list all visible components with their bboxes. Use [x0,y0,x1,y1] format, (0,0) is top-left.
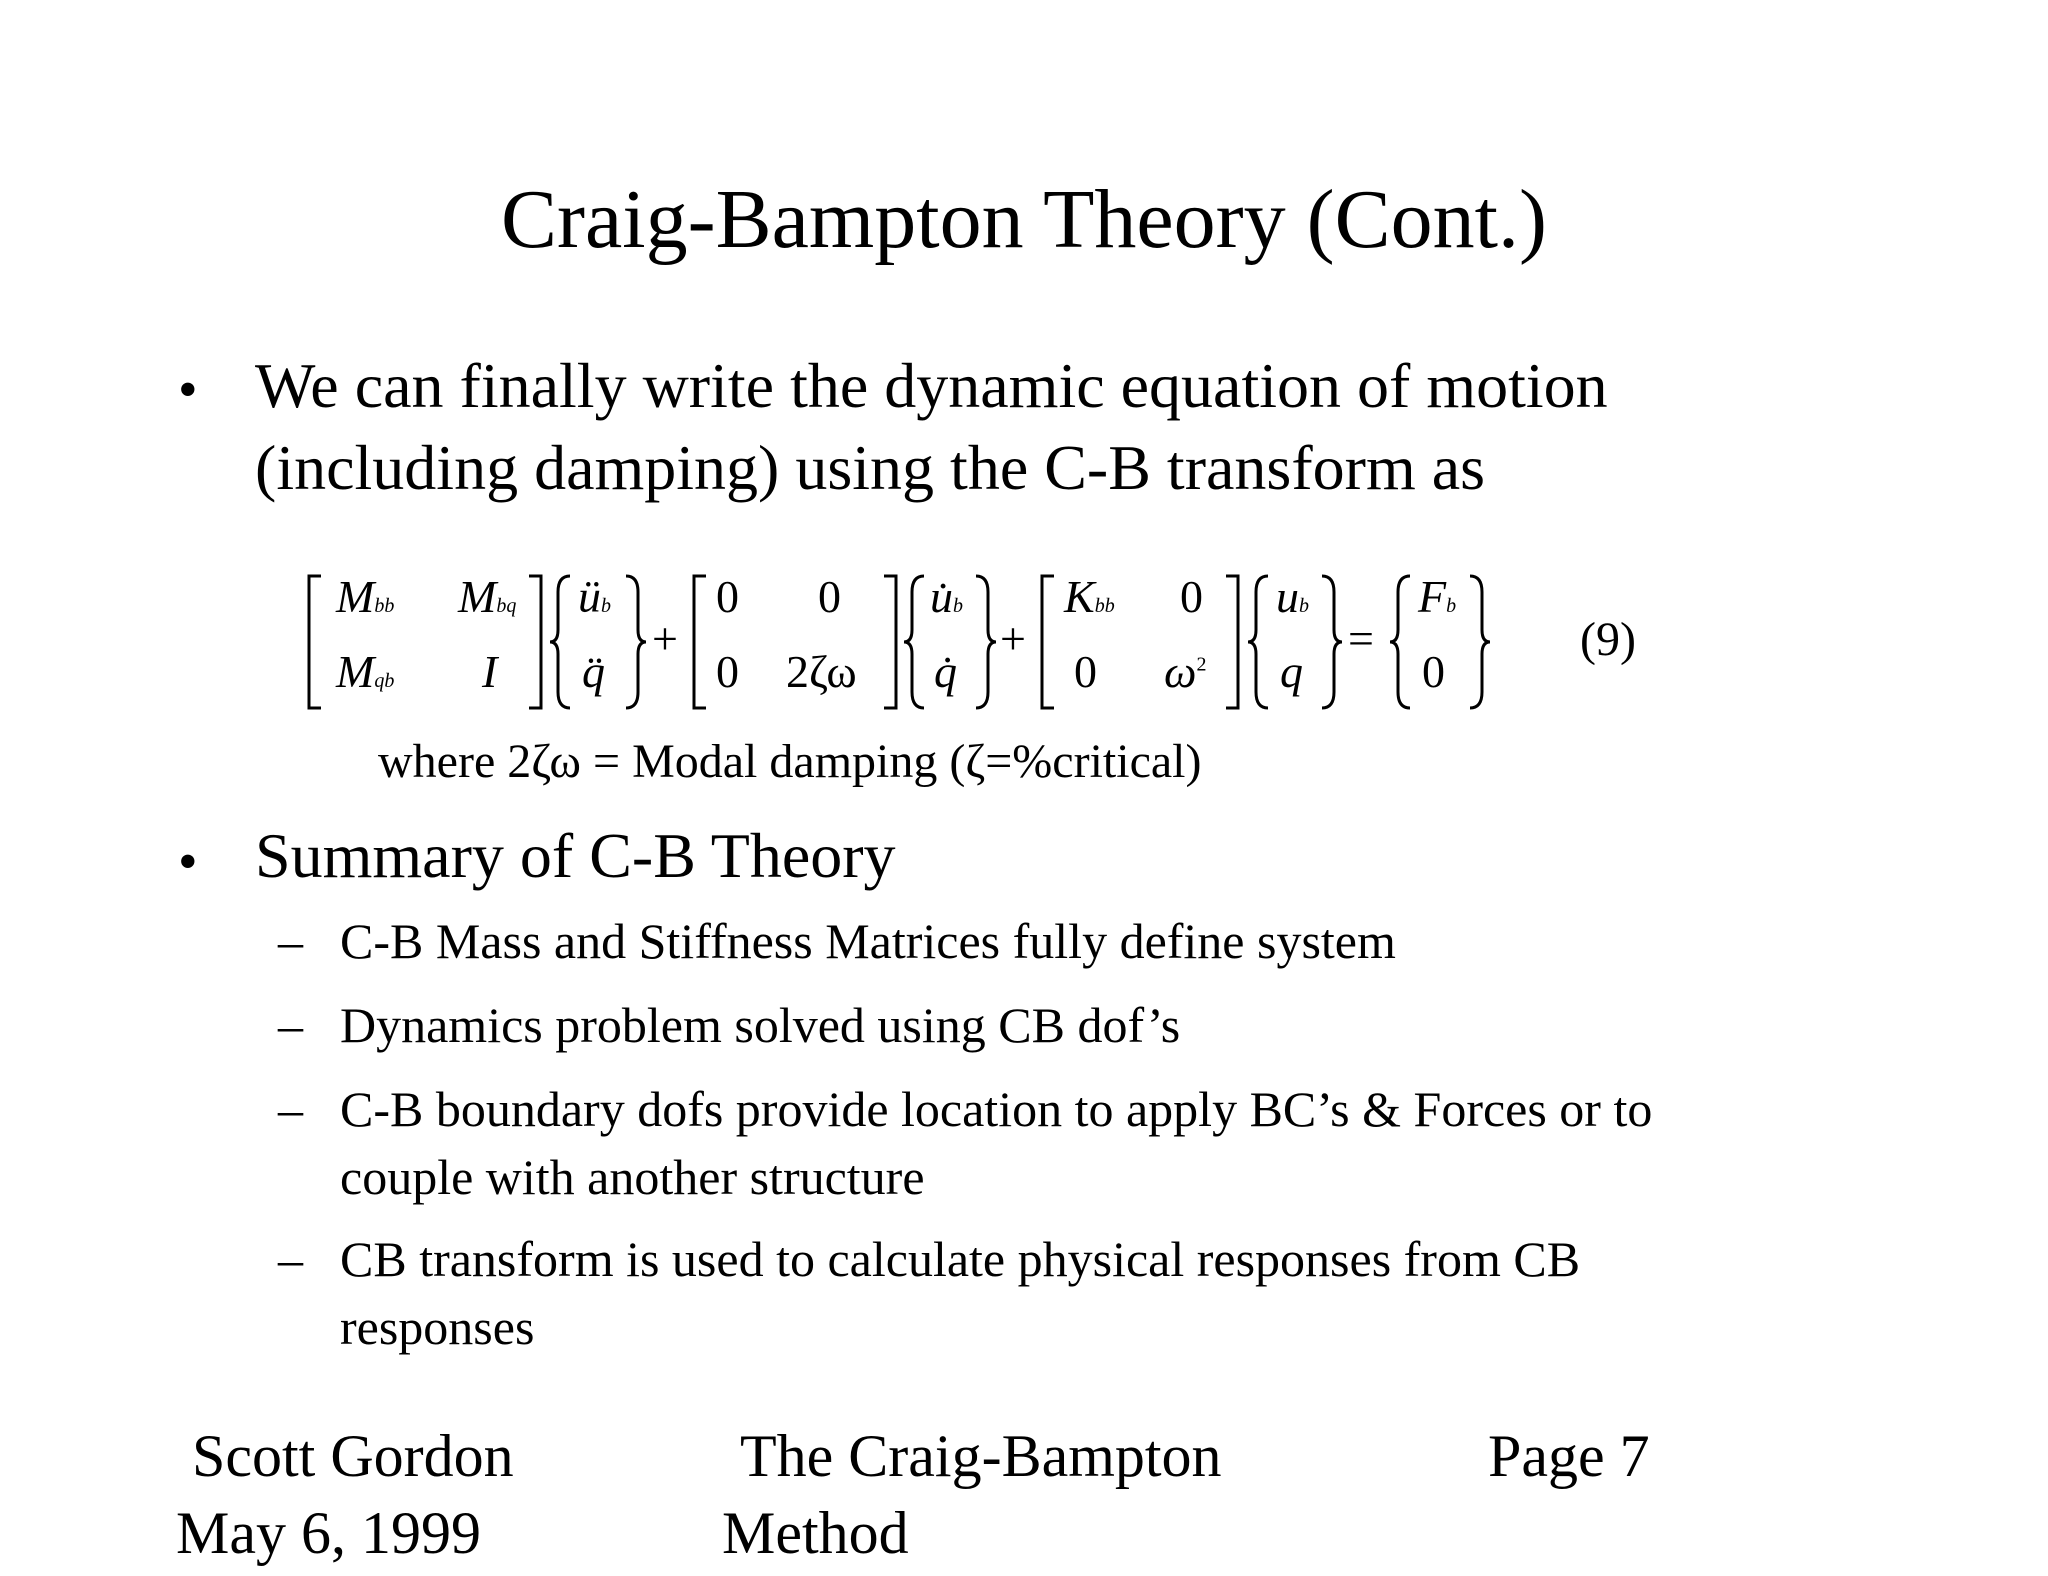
stiffness-matrix-right-bracket [1222,572,1242,712]
mass-matrix-left-bracket [305,572,325,712]
stiffness-matrix-k22: $\omega^2$ [1164,646,1207,697]
stiffness-matrix-left-bracket [1038,572,1058,712]
vel-vector-right-brace [972,572,998,712]
sub-item-2-line-1: Dynamics problem solved using CB dof’s [340,997,1181,1053]
stiffness-matrix-k11: Kbb [1064,571,1115,622]
accel-vector-right-brace [622,572,648,712]
disp-vector-right-brace [1318,572,1344,712]
mass-matrix-m22: I [482,646,498,697]
sub-item-3-line-1: C-B boundary dofs provide location to apply BC’s & Forces or to [340,1081,1653,1137]
slide-title: Craig-Bampton Theory (Cont.) [501,173,1547,266]
accel-vector-ub: üb [578,571,611,622]
sub-item-marker: – [278,1081,303,1137]
damping-matrix-c21: 0 [716,646,739,697]
footer-doc-title-line-2: Method [722,1500,909,1566]
damping-matrix-right-bracket [880,572,900,712]
vel-vector-left-brace [902,572,928,712]
sub-item-4-line-1: CB transform is used to calculate physical responses from CB [340,1231,1581,1287]
force-vector-left-brace [1388,572,1414,712]
bullet-1-line-2: (including damping) using the C-B transform as [255,432,1486,503]
accel-vector-q: q̈ [582,646,605,697]
bullet-marker: • [178,359,198,421]
bullet-marker: • [178,831,198,893]
sub-item-marker: – [278,1231,303,1287]
damping-matrix-left-bracket [690,572,710,712]
mass-matrix-m21: Mqb [336,646,395,697]
force-vector-zero: 0 [1422,646,1445,697]
damping-matrix-c12: 0 [818,571,841,622]
sub-item-marker: – [278,913,303,969]
sub-item-marker: – [278,997,303,1053]
equation-note: where 2ζω = Modal damping (ζ=%critical) [378,735,1202,788]
vel-vector-q: q̇ [934,646,957,697]
stiffness-matrix-k21: 0 [1074,646,1097,697]
footer-date: May 6, 1999 [176,1500,481,1566]
vel-vector-ub: u̇b [930,571,963,622]
damping-matrix-c11: 0 [716,571,739,622]
plus-sign-1: + [652,613,678,664]
force-vector-right-brace [1466,572,1492,712]
damping-matrix-c22: 2ζω [786,646,857,697]
bullet-2-line-1: Summary of C-B Theory [255,820,896,891]
sub-item-1-line-1: C-B Mass and Stiffness Matrices fully define system [340,913,1396,969]
disp-vector-q: q [1280,646,1303,697]
mass-matrix-m12: Mbq [458,571,517,622]
footer-page-number: Page 7 [1488,1423,1650,1489]
equals-sign: = [1348,613,1374,664]
equation-number: (9) [1580,613,1636,666]
mass-matrix-right-bracket [525,572,545,712]
disp-vector-ub: ub [1276,571,1309,622]
sub-item-4-line-2: responses [340,1299,535,1355]
accel-vector-left-brace [548,572,574,712]
plus-sign-2: + [1000,613,1026,664]
footer-doc-title-line-1: The Craig-Bampton [740,1423,1222,1489]
stiffness-matrix-k12: 0 [1180,571,1203,622]
sub-item-3-line-2: couple with another structure [340,1149,925,1205]
bullet-1-line-1: We can finally write the dynamic equation of motion [255,350,1608,421]
force-vector-fb: Fb [1418,571,1457,622]
footer-author: Scott Gordon [192,1423,514,1489]
disp-vector-left-brace [1246,572,1272,712]
mass-matrix-m11: Mbb [336,571,395,622]
